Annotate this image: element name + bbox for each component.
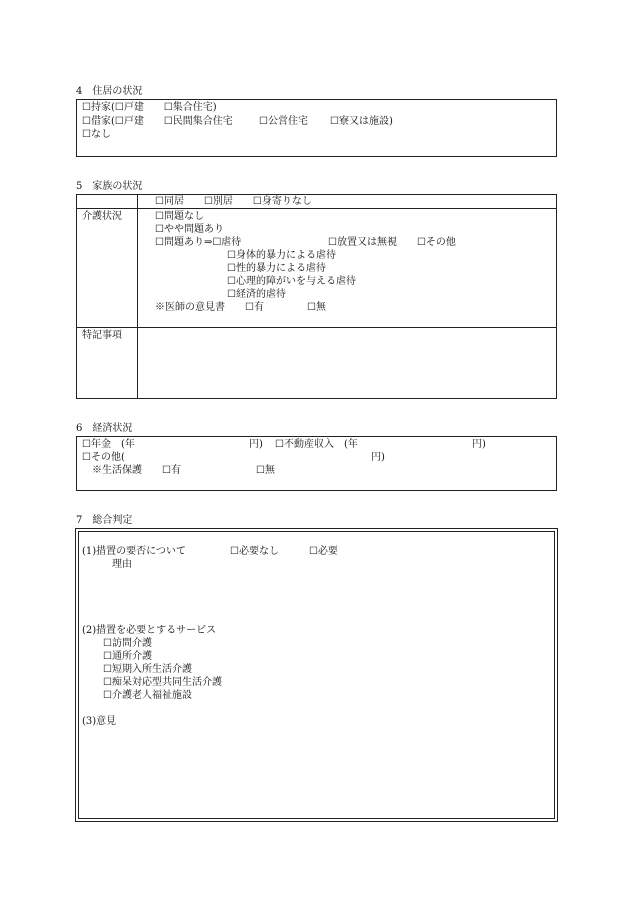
- family-table-divider: [137, 194, 138, 399]
- care-neglect-other[interactable]: ☐放置又は無視 ☐その他: [328, 237, 456, 248]
- care-no-problem[interactable]: ☐問題なし: [155, 211, 204, 222]
- abuse-physical[interactable]: ☐身体的暴力による虐待: [227, 250, 336, 261]
- section5-heading: 5 家族の状況: [76, 181, 143, 192]
- care-some-problem[interactable]: ☐やや問題あり: [155, 224, 224, 235]
- q2-services: (2)措置を必要とするサービス: [82, 625, 217, 636]
- section4-heading: 4 住居の状況: [76, 86, 143, 97]
- q1-necessity: (1)措置の要否について: [82, 546, 186, 557]
- realestate-income[interactable]: ☐不動産収入 (年: [275, 439, 358, 450]
- doctor-opinion-no[interactable]: ☐無: [307, 302, 326, 313]
- pension[interactable]: ☐年金 (年: [82, 439, 135, 450]
- reason-label: 理由: [112, 559, 132, 570]
- housing-none[interactable]: ☐なし: [82, 129, 111, 140]
- abuse-psychological[interactable]: ☐心理的障がいを与える虐待: [227, 276, 356, 287]
- realestate-yen: 円): [472, 439, 486, 450]
- care-problem-abuse[interactable]: ☐問題あり⇒☐虐待: [155, 237, 242, 248]
- housing-owned[interactable]: ☐持家(☐戸建 ☐集合住宅): [82, 102, 217, 113]
- q3-opinion: (3)意見: [82, 716, 117, 727]
- section6-heading: 6 経済状況: [76, 423, 133, 434]
- other-yen: 円): [371, 452, 385, 463]
- housing-public[interactable]: ☐公営住宅: [259, 116, 308, 127]
- svc-day-care[interactable]: ☐通所介護: [103, 651, 152, 662]
- housing-rented[interactable]: ☐借家(☐戸建 ☐民間集合住宅: [82, 116, 233, 127]
- welfare-no[interactable]: ☐無: [256, 465, 275, 476]
- doctor-opinion-yes[interactable]: ※医師の意見書 ☐有: [155, 302, 264, 313]
- svc-short-stay[interactable]: ☐短期入所生活介護: [103, 664, 192, 675]
- svc-home-visit[interactable]: ☐訪問介護: [103, 638, 152, 649]
- svc-nursing-home[interactable]: ☐介護老人福祉施設: [103, 690, 192, 701]
- q1-options[interactable]: ☐必要なし ☐必要: [230, 546, 338, 557]
- notes-label: 特記事項: [82, 330, 122, 341]
- abuse-economic[interactable]: ☐経済的虐待: [227, 289, 286, 300]
- family-table-row2: [76, 327, 557, 328]
- welfare-yes[interactable]: ※生活保護 ☐有: [92, 465, 181, 476]
- living-status[interactable]: ☐同居 ☐別居 ☐身寄りなし: [155, 196, 312, 207]
- housing-dorm[interactable]: ☐寮又は施設): [330, 116, 393, 127]
- family-table: [76, 194, 557, 399]
- pension-yen: 円): [249, 439, 263, 450]
- abuse-sexual[interactable]: ☐性的暴力による虐待: [227, 263, 326, 274]
- other-income[interactable]: ☐その他(: [82, 452, 125, 463]
- section7-heading: 7 総合判定: [76, 515, 133, 526]
- family-table-row1: [76, 208, 557, 209]
- care-status-label: 介護状況: [82, 211, 122, 222]
- svc-group-home[interactable]: ☐痴呆対応型共同生活介護: [103, 677, 222, 688]
